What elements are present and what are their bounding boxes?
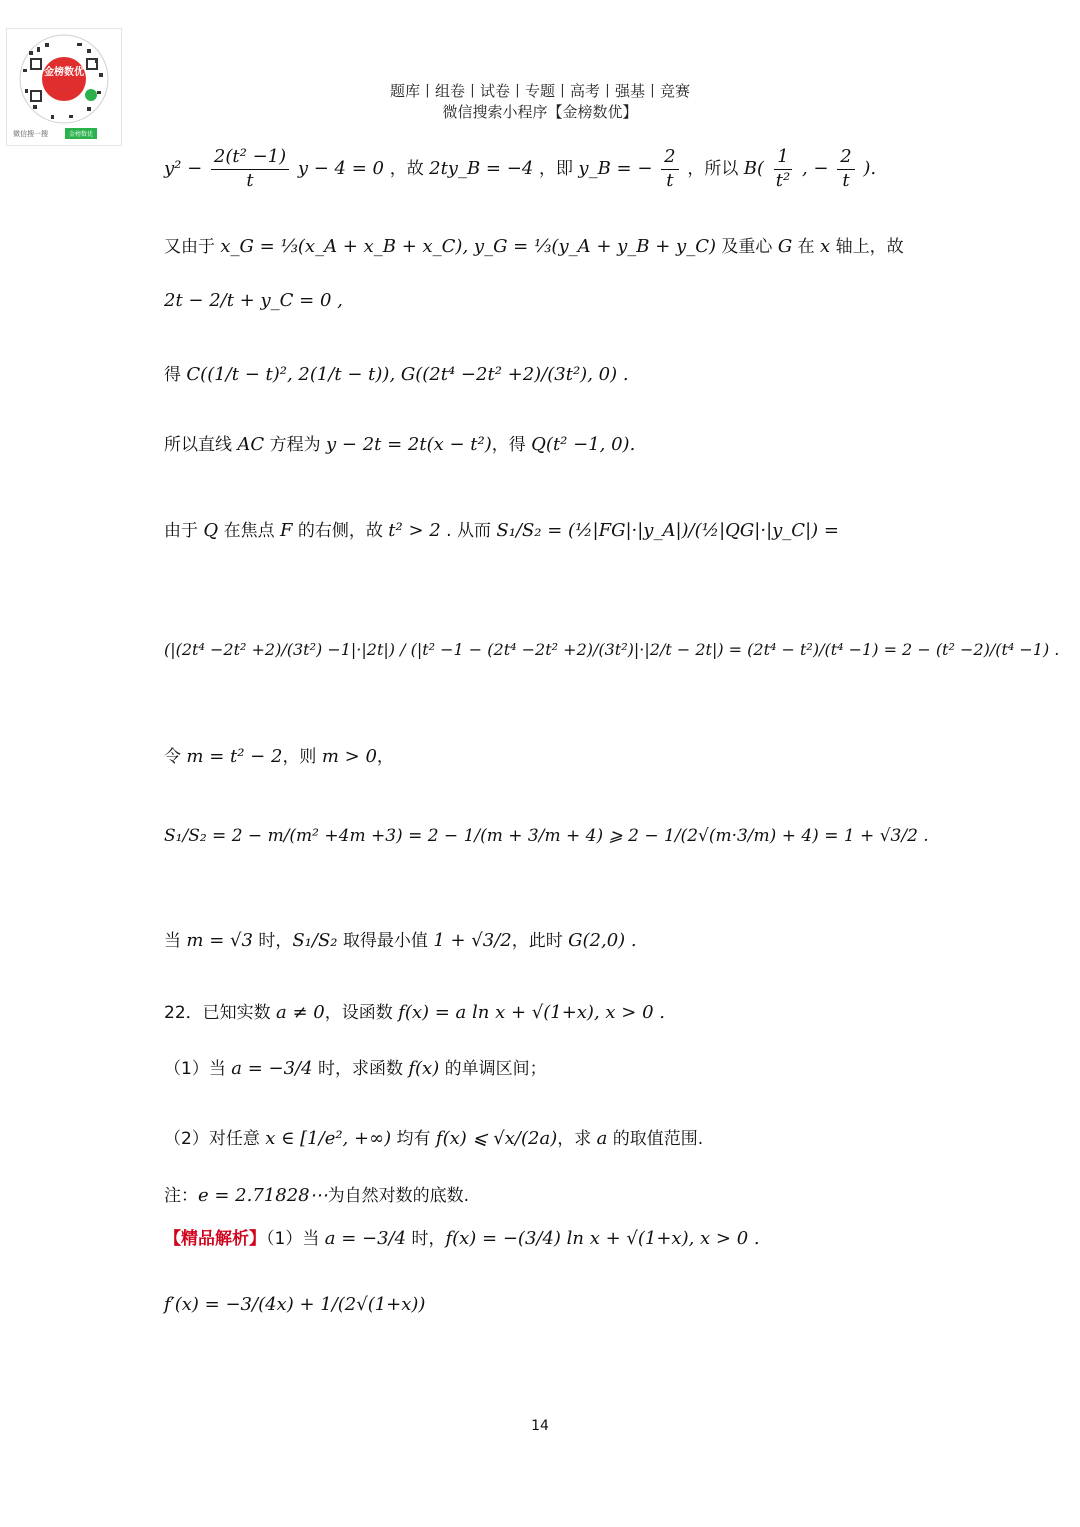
eq-part: . <box>653 1002 665 1023</box>
eq-part: F <box>279 520 293 541</box>
text-part: ，设函数 <box>324 1003 399 1023</box>
eq-part: 1 + √3/2 <box>433 930 512 951</box>
text-part: 在 <box>792 237 821 257</box>
text-part: ， <box>376 747 394 767</box>
denominator: t <box>246 169 254 191</box>
eq-part: y_B = − <box>578 158 653 179</box>
eq-part: C((1/t − t)², 2(1/t − t)), G((2t⁴ −2t² +2)/(3t²), 0) <box>186 364 618 385</box>
numerator: 2(t² −1) <box>211 146 289 170</box>
text-part: 均有 <box>391 1129 436 1149</box>
line-2 <box>164 232 904 257</box>
text-part: （2）对任意 <box>164 1129 266 1149</box>
eq-part: f(x) <box>408 1058 440 1079</box>
line-8 <box>164 742 394 767</box>
text-part: ，此时 <box>511 931 569 951</box>
numerator: 2 <box>837 146 854 170</box>
fraction <box>837 146 854 192</box>
fraction <box>773 146 793 192</box>
eq-part: y − 2t = 2t(x − t²) <box>326 434 492 455</box>
header-miniprogram: 微信搜索小程序【金榜数优】 <box>442 103 638 121</box>
eq-part: a = −3/4 <box>231 1058 313 1079</box>
eq-part: y − 4 = 0 <box>297 158 384 179</box>
line-7: (|(2t⁴ −2t² +2)/(3t²) −1|·|2t|) / (|t² −1 − (2t⁴ −2t² +2)/(3t²)|·|2/t − 2t|) = (2t⁴ − t²)/(t⁴ −1) = 2 − (t² −2)/(t⁴ −1) . <box>164 640 1060 659</box>
text-part: . 从而 <box>440 521 497 541</box>
text-part: 又由于 <box>164 237 221 257</box>
solution-tag: 【精品解析】 <box>164 1229 266 1249</box>
line-3: 2t − 2/t + y_C = 0 , <box>164 290 343 311</box>
eq-part: Q <box>203 520 219 541</box>
eq-part: 2ty_B = −4 <box>429 158 534 179</box>
eq-part: . <box>748 1228 760 1249</box>
text-part: 为自然对数的底数. <box>327 1186 470 1206</box>
text-part: ，求 <box>557 1129 597 1149</box>
text-part: 时， <box>252 931 293 951</box>
text-part: 当 <box>164 931 187 951</box>
eq-part: a <box>596 1128 608 1149</box>
text-part: ，即 <box>539 159 579 179</box>
denominator: t <box>842 169 850 191</box>
eq-part: m = √3 <box>186 930 253 951</box>
text-part: 令 <box>164 747 187 767</box>
eq-part: , − <box>801 158 829 179</box>
fraction <box>211 146 289 192</box>
text-part: 22．已知实数 <box>164 1003 277 1023</box>
header-categories: 题库丨组卷丨试卷丨专题丨高考丨强基丨竞赛 <box>389 82 690 100</box>
question-22 <box>164 998 665 1023</box>
text-part: 由于 <box>164 521 204 541</box>
logo-bottom-badge: 金榜数优 <box>65 128 97 139</box>
text-part: 的取值范围. <box>607 1129 704 1149</box>
eq-part: x ∈ [1/e², +∞) <box>265 1128 392 1149</box>
eq-part: a ≠ 0 <box>276 1002 325 1023</box>
line-9: S₁/S₂ = 2 − m/(m² +4m +3) = 2 − 1/(m + 3/m + 4) ⩾ 2 − 1/(2√(m·3/m) + 4) = 1 + √3/2 . <box>164 826 929 846</box>
eq-part: m > 0 <box>321 746 377 767</box>
text-part: 方程为 <box>264 435 326 455</box>
eq-part: . <box>629 434 636 455</box>
line-6 <box>164 516 839 541</box>
line-5 <box>164 430 635 455</box>
text-part: ，故 <box>389 159 430 179</box>
eq-part: x_G = ⅓(x_A + x_B + x_C), y_G = ⅓(y_A + y_B + y_C) <box>220 236 717 257</box>
solution-line <box>164 1224 760 1249</box>
eq-part: B( <box>743 158 765 179</box>
text-part: 及重心 <box>716 237 778 257</box>
line-1 <box>164 146 876 192</box>
question-22-part-2 <box>164 1124 703 1149</box>
eq-part: f(x) = a ln x + √(1+x), x > 0 <box>398 1002 654 1023</box>
text-part: ，所以 <box>687 159 744 179</box>
eq-part: S₁/S₂ <box>292 930 338 951</box>
eq-part: G <box>777 236 793 257</box>
text-part: （1）当 <box>266 1229 325 1249</box>
eq-part: S₁/S₂ = (½|FG|·|y_A|)/(½|QG|·|y_C|) = <box>496 520 839 541</box>
eq-part: . <box>625 930 637 951</box>
eq-part: m = t² − 2 <box>186 746 283 767</box>
eq-part: t² > 2 <box>388 520 441 541</box>
note-line <box>164 1181 469 1206</box>
numerator: 2 <box>661 146 678 170</box>
eq-part: ). <box>863 158 877 179</box>
line-10 <box>164 926 637 951</box>
text-part: 轴上，故 <box>830 237 904 257</box>
denominator: t <box>666 169 674 191</box>
eq-part: AC <box>237 434 265 455</box>
page-number: 14 <box>531 1418 549 1434</box>
logo-bottom-text: 微信搜一搜 <box>13 130 48 138</box>
question-22-part-1 <box>164 1054 547 1079</box>
derivative-line: f′(x) = −3/(4x) + 1/(2√(1+x)) <box>164 1294 426 1315</box>
logo-center-text: 金榜数优 <box>44 67 84 78</box>
text-part: 取得最小值 <box>337 931 434 951</box>
eq-part: G(2,0) <box>568 930 626 951</box>
fraction <box>661 146 678 192</box>
line-4 <box>164 360 629 385</box>
text-part: 得 <box>164 365 187 385</box>
eq-part: y² − <box>164 158 208 179</box>
eq-part: e = 2.71828⋯ <box>198 1185 328 1206</box>
text-part: 的单调区间； <box>439 1059 547 1079</box>
text-part: ，则 <box>282 747 322 767</box>
text-part: 注： <box>164 1186 198 1206</box>
text-part: 所以直线 <box>164 435 238 455</box>
text-part: 的右侧，故 <box>292 521 389 541</box>
text-part: （1）当 <box>164 1059 232 1079</box>
text-part: 时， <box>406 1229 446 1249</box>
text-part: 在焦点 <box>218 521 280 541</box>
eq-part: . <box>617 364 629 385</box>
eq-part: f(x) = −(3/4) ln x + √(1+x), x > 0 <box>445 1228 749 1249</box>
eq-part: x <box>820 236 831 257</box>
numerator: 1 <box>774 146 791 170</box>
text-part: ，得 <box>491 435 532 455</box>
eq-part: f(x) ⩽ √x/(2a) <box>435 1128 558 1149</box>
denominator: t² <box>775 169 791 191</box>
text-part: 时，求函数 <box>312 1059 409 1079</box>
eq-part: Q(t² −1, 0) <box>531 434 630 455</box>
eq-part: a = −3/4 <box>324 1228 407 1249</box>
